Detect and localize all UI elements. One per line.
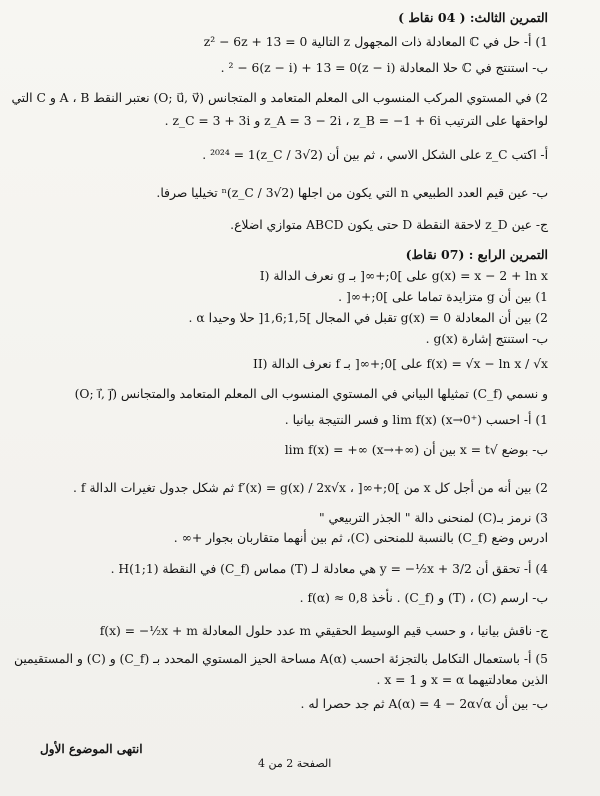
ex4-q5a-cont: الذين معادلتيهما x = α و x = 1 . [376,673,548,687]
ex4-part2-def: II) نعرف الدالة f على ]0;+∞[ بـ f(x) = √x − ln x / √x [252,357,548,371]
ex3-q2c: ج- عين z_D لاحقة النقطة D حتى يكون ABCD متوازي اضلاع. [230,218,548,232]
ex4-q4a: 4) أ- تحقق أن y = −½x + 3/2 هي معادلة لـ (T) مماس (C_f) في النقطة H(1;1) . [110,562,548,576]
ex4-q5a: 5) أ- باستعمال التكامل بالتجزئة احسب A(α) مساحة الحيز المستوي المحدد بـ (C_f) و (C) و المستقيمين [13,652,548,666]
exercise-4-title: التمرين الرابع : (07 نقاط) [405,247,548,262]
ex4-q3-def: 3) نرمز بـ(C) لمنحنى دالة " الجذر التربيعي " [318,511,548,525]
ex3-q2-affixes: لواحقها على الترتيب z_A = 3 − 2i ، z_B = −1 + 6i و z_C = 3 + 3i . [164,114,548,128]
ex4-q5b: ب- بين أن A(α) = 4 − 2α√α ثم جد حصرا له . [300,697,548,711]
ex4-q2b: ب- استنتج إشارة g(x) . [425,332,548,346]
ex4-q4c: ج- ناقش بيانيا ، و حسب قيم الوسيط الحقيقي m عدد حلول المعادلة f(x) = −½x + m [99,624,548,638]
ex4-curve-def: و نسمي (C_f) تمثيلها البياني في المستوي المنسوب الى المعلم المتعامد والمتجانس (O; i⃗, j⃗) [74,387,548,401]
ex3-q2a: أ- اكتب z_C على الشكل الاسي ، ثم بين أن (z_C / 3√2)²⁰²⁴ = 1 . [202,148,548,162]
exercise-3-title: التمرين الثالث: ( 04 نقاط ) [398,10,548,25]
ex3-q1b: ب- استنتج في ℂ حلا المعادلة (z − i)² − 6(z − i) + 13 = 0 . [220,61,548,75]
ex3-q1a: 1) أ- حل في ℂ المعادلة ذات المجهول z التالية z² − 6z + 13 = 0 [203,35,548,49]
ex4-part1-def: I) نعرف الدالة g على ]0;+∞[ بـ g(x) = x − 2 + ln x [259,269,548,283]
ex4-q1: 1) بين أن g متزايدة تماما على ]0;+∞[ . [338,290,548,304]
ex4-q1b: ب- بوضع √x = t بين أن lim f(x) = +∞ (x→+∞) [284,443,548,457]
ex4-q1a: 1) أ- احسب lim f(x) (x→0⁺) و فسر النتيجة بيانيا . [284,413,548,427]
ex4-q2a: 2) بين أن المعادلة g(x) = 0 تقبل في المجال ]1,5;1,6[ حلا وحيدا α . [188,311,548,325]
ex4-q3-study: ادرس وضع (C_f) بالنسبة للمنحنى (C)، ثم بين أنهما متقاربان بجوار +∞ . [173,531,548,545]
ex3-q2b: ب- عين قيم العدد الطبيعي n التي يكون من اجلها (z_C / 3√2)ⁿ تخيليا صرفا. [156,186,548,200]
ex4-q4b: ب- ارسم (C) ، (T) و (C_f) . نأخذ f(α) ≈ 0,8 . [299,591,548,605]
end-of-subject: انتهى الموضوع الأول [40,742,143,756]
page-number: الصفحة 2 من 4 [258,757,332,770]
ex3-q2-intro: 2) في المستوي المركب المنسوب الى المعلم المتعامد و المتجانس (O; u⃗, v⃗) نعتبر النقط A ، B و C التي [11,91,548,105]
ex4-q2-derivative: 2) بين أنه من أجل كل x من ]0;+∞[ ، f′(x) = g(x) / 2x√x ثم شكل جدول تغيرات الدالة f . [73,481,548,495]
